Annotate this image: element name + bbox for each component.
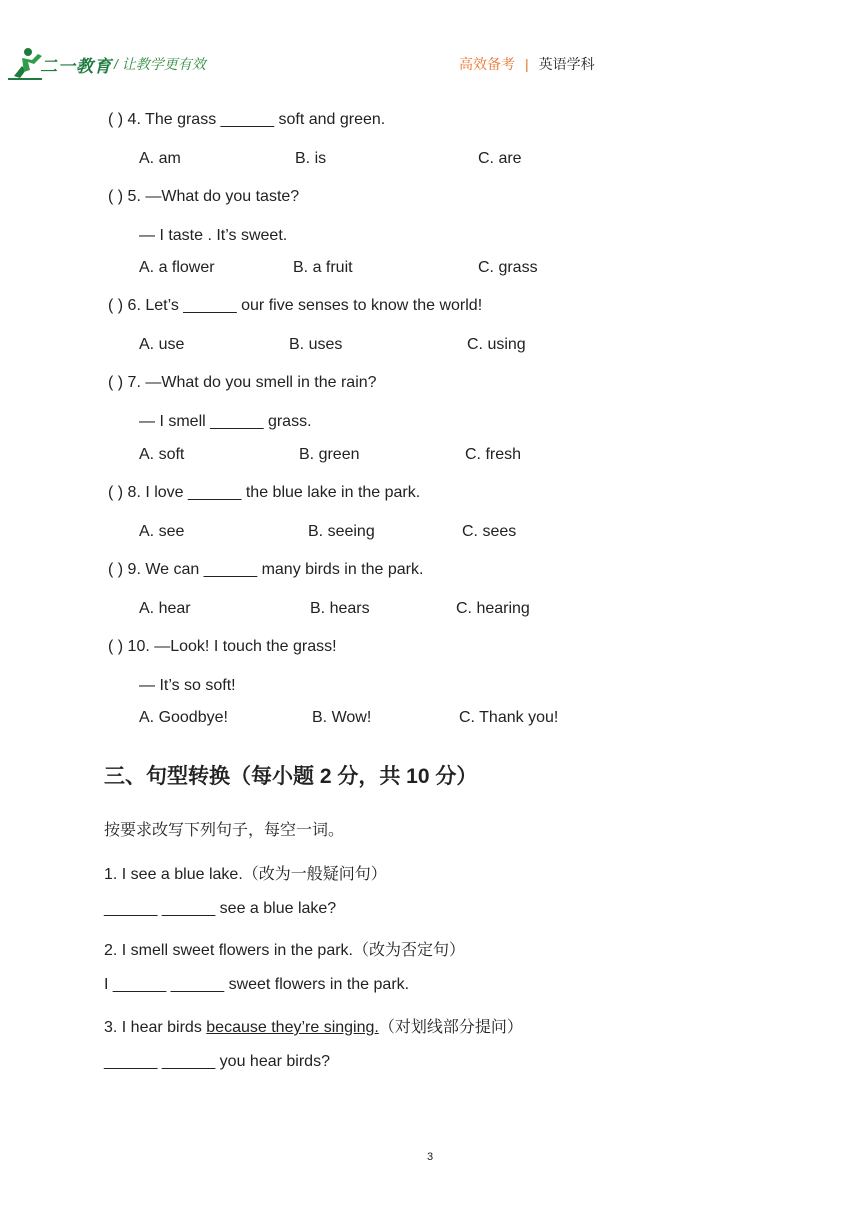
transform-3-underlined: because they’re singing. [206,1019,379,1036]
question-10: ( ) 10. —Look! I touch the grass! [108,638,337,655]
q10-option-b: B. Wow! [312,709,372,726]
question-8: ( ) 8. I love ______ the blue lake in the park. [108,484,421,501]
q7-option-b: B. green [299,446,360,463]
question-6: ( ) 6. Let’s ______ our five senses to know the world! [108,297,483,314]
page-number: 3 [426,1151,434,1163]
q5-option-b: B. a fruit [293,259,353,276]
subject-label: 英语学科 [538,56,595,72]
q10-option-a: A. Goodbye! [139,709,228,726]
q6-option-a: A. use [139,336,185,353]
transform-2-question: 2. I smell sweet flowers in the park.（改为否定句） [104,942,465,959]
q5-option-a: A. a flower [139,259,215,276]
q10-option-c: C. Thank you! [459,709,559,726]
transform-1-answer: ______ ______ see a blue lake? [104,900,337,917]
q8-option-b: B. seeing [308,523,375,540]
q9-option-c: C. hearing [456,600,530,617]
header-divider: | [525,56,529,72]
transform-3-note: （对划线部分提问） [378,1019,523,1036]
section-3-instruction: 按要求改写下列句子，每空一词。 [104,822,345,839]
slogan: / 让教学更有效 [114,56,206,72]
transform-3-question [104,1014,523,1037]
exam-tag: 高效备考 [459,56,515,72]
q9-option-b: B. hears [310,600,370,617]
logo-text: 二一教育 [40,57,112,76]
transform-3-prefix: 3. I hear birds [104,1019,207,1036]
question-9: ( ) 9. We can ______ many birds in the park. [108,561,424,578]
q7-option-a: A. soft [139,446,185,463]
q9-option-a: A. hear [139,600,191,617]
page-header [0,0,860,100]
q4-option-b: B. is [295,150,327,167]
q8-option-c: C. sees [462,523,517,540]
q6-option-c: C. using [467,336,526,353]
transform-1-question: 1. I see a blue lake.（改为一般疑问句） [104,866,387,883]
q4-option-a: A. am [139,150,181,167]
q8-option-a: A. see [139,523,185,540]
q4-option-c: C. are [478,150,522,167]
question-4: ( ) 4. The grass ______ soft and green. [108,111,386,128]
question-5-response: — I taste . It’s sweet. [139,227,288,244]
question-7: ( ) 7. —What do you smell in the rain? [108,374,377,391]
header-right [459,54,595,74]
section-3-title: 三、句型转换（每小题 2 分，共 10 分） [104,765,478,788]
question-10-response: — It’s so soft! [139,677,236,694]
q7-option-c: C. fresh [465,446,522,463]
q6-option-b: B. uses [289,336,343,353]
q5-option-c: C. grass [478,259,538,276]
transform-3-answer: ______ ______ you hear birds? [104,1053,330,1070]
transform-2-answer: I ______ ______ sweet flowers in the park. [104,976,410,993]
question-7-response: — I smell ______ grass. [139,413,312,430]
question-5: ( ) 5. —What do you taste? [108,188,300,205]
